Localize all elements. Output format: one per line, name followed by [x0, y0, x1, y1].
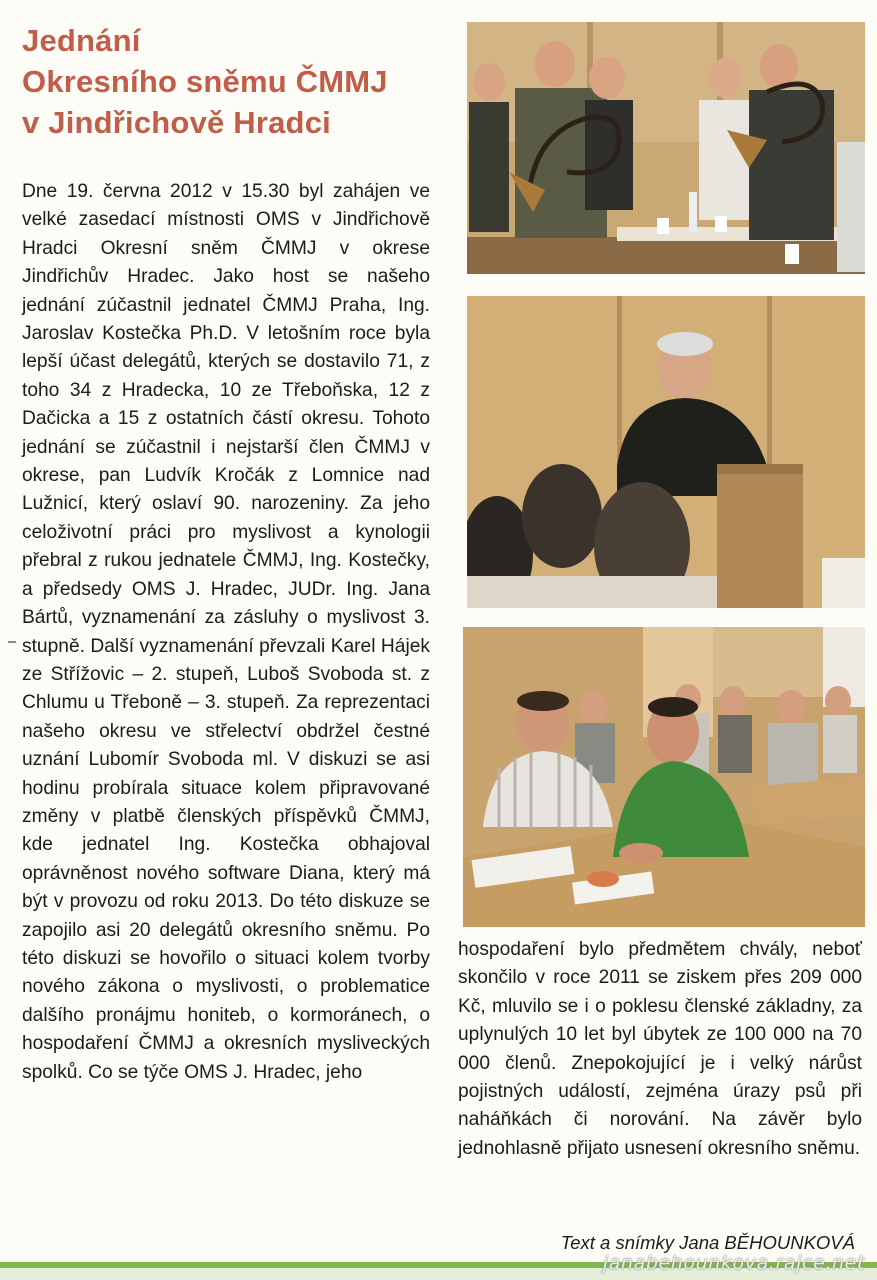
title-line-1: Jednání: [22, 23, 141, 58]
article-title: [22, 20, 452, 143]
photo-delegates-image: [463, 627, 865, 927]
margin-mark: [8, 641, 16, 643]
article-body-left-column: Dne 19. června 2012 v 15.30 byl zahájen ve velké zasedací místnosti OMS v Jindřichově Hradci Okresní sněm ČMMJ v okrese Jindřichův Hradec. Jako host se našeho jednání zúčastnil jednatel ČMMJ Praha, Ing. Jaroslav Kostečka Ph.D. V letošním roce byla lepší účast delegátů, kterých se dostavilo 71, z toho 34 z Hradecka, 10 ze Třeboňska, 12 z Dačicka a 15 z ostatních částí okresu. Tohoto jednání se zúčastnil i nejstarší člen ČMMJ v okrese, pan Ludvík Kročák z Lomnice nad Lužnicí, který oslaví 90. narozeniny. Za jeho celoživotní práci pro myslivost a kynologii přebral z rukou jednatele ČMMJ, Ing. Kostečky, a předsedy OMS J. Hradec, JUDr. Ing. Jana Bártů, vyznamenání za zásluhy o myslivost 3. stupně. Další vyznamenání převzali Karel Hájek ze Střížovic – 2. stupeň, Luboš Svoboda st. z Chlumu u Třeboně – 3. stupeň. Za reprezentaci našeho okresu ve střelectví obdržel čestné uznání Lubomír Svoboda ml. V diskuzi se asi hodinu probírala situace kolem připravované změny v platbě členských příspěvků ČMMJ, kde jednatel Ing. Kostečka obhajoval oprávněnost nového software Diana, který má být v provozu od roku 2013. Do této diskuze se zapojilo asi 20 delegátů okresního sněmu. Po této diskuzi se hovořilo o situaci kolem tvorby nového zákona o myslivosti, o problematice dalšího pronájmu honiteb, o kormoránech, o hospodaření ČMMJ a okresních mysliveckých spolků. Co se týče OMS J. Hradec, jeho: [22, 181, 430, 1083]
photo-speaker-at-lectern: [467, 296, 865, 608]
photo-horn-players-image: [467, 22, 865, 274]
title-line-2: Okresního sněmu ČMMJ: [22, 64, 388, 99]
watermark: janabehounkova.rajce.net: [602, 1252, 865, 1274]
article-body-right-column: hospodaření bylo předmětem chvály, neboť skončilo v roce 2011 se ziskem přes 209 000 Kč, mluvilo se i o poklesu členské základny, za uplynulých 10 let byl úbytek ze 100 000 na 70 000 členů. Znepokojující je i velký nárůst pojistných událostí, zejména úrazy psů při naháňkách či norování. Na závěr bylo jednohlasně přijato usnesení okresního sněmu.: [458, 939, 862, 1159]
photo-credit: Text a snímky Jana BĚHOUNKOVÁ: [560, 1232, 855, 1253]
photo-delegates-seated: [463, 627, 865, 927]
photo-horn-players: [467, 22, 865, 274]
title-line-3: v Jindřichově Hradci: [22, 105, 331, 140]
photo-speaker-image: [467, 296, 865, 608]
